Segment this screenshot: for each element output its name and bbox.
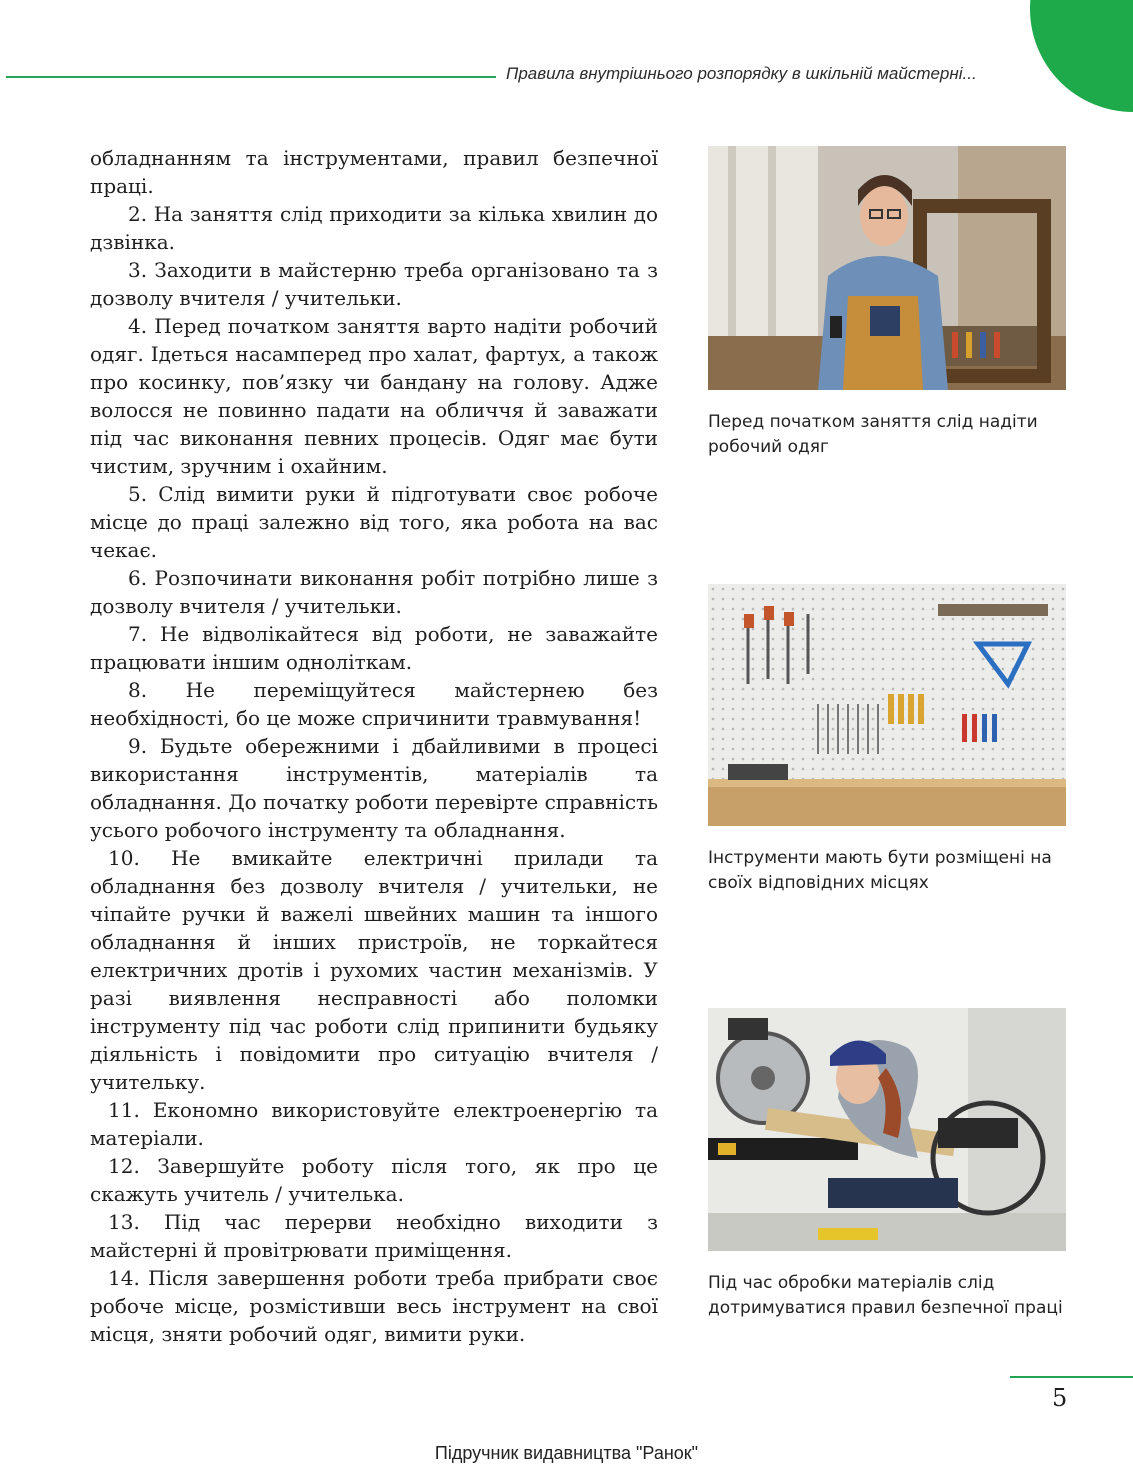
rule-item: 7. Не відволікайтеся від роботи, не заважайте працювати іншим одноліткам. — [90, 622, 658, 674]
rule-item: 3. Заходити в майстерню треба організовано та з дозволу вчителя / учительки. — [90, 258, 658, 310]
rule-continuation: обладнанням та інструментами, правил безпечної праці. — [90, 146, 658, 198]
rule-item: 8. Не переміщуйтеся майстернею без необхідності, бо це може спричинити травмування! — [90, 678, 658, 730]
figure-caption: Перед початком заняття слід надіти робочий одяг — [708, 412, 1038, 457]
tools-photo — [708, 584, 1066, 826]
workwear-photo — [708, 146, 1066, 390]
rules-text — [90, 144, 658, 1348]
figure-caption: Інструменти мають бути розміщені на своїх відповідних місцях — [708, 848, 1052, 893]
running-header: Правила внутрішнього розпорядку в шкільній майстерні... — [506, 64, 977, 83]
rule-item: 6. Розпочинати виконання робіт потрібно лише з дозволу вчителя / учительки. — [90, 566, 658, 618]
header-rule — [6, 76, 496, 78]
corner-decoration — [1030, 0, 1133, 112]
figure-caption: Під час обробки матеріалів слід дотримуватися правил безпечної праці — [708, 1273, 1063, 1318]
rule-item: 13. Під час перерви необхідно виходити з майстерні й провітрювати приміщення. — [90, 1210, 658, 1262]
figure-safety — [708, 1008, 1066, 1321]
rule-item: 5. Слід вимити руки й підготувати своє робоче місце до праці залежно від того, яка робота на вас чекає. — [90, 482, 658, 562]
footer-rule — [1010, 1376, 1133, 1378]
rule-item: 14. Після завершення роботи треба прибрати своє робоче місце, розмістивши весь інструмент на свої місця, зняти робочий одяг, вимити руки. — [90, 1266, 658, 1346]
page-number: 5 — [1052, 1384, 1068, 1412]
rule-item: 11. Економно використовуйте електроенергію та матеріали. — [90, 1098, 658, 1150]
figure-workwear — [708, 146, 1066, 460]
rule-item: 10. Не вмикайте електричні прилади та обладнання без дозволу вчителя / учительки, не чіпайте ручки й важелі швейних машин та іншого обладнання й інших пристроїв, не торкайтеся електричних дротів і рухомих частин механізмів. У разі виявлення несправності або поломки інструменту під час роботи слід припинити будьяку діяльність і повідомити про ситуацію вчителя / учительку. — [90, 846, 658, 1094]
rule-item: 9. Будьте обережними і дбайливими в процесі використання інструментів, матеріалів та обладнання. До початку роботи перевірте справність усього робочого інструменту та обладнання. — [90, 734, 658, 842]
rule-item: 4. Перед початком заняття варто надіти робочий одяг. Ідеться насамперед про халат, фартух, а також про косинку, пов’язку чи бандану на голову. Адже волосся не повинно падати на обличчя й заважати під час виконання певних процесів. Одяг має бути чистим, зручним і охайним. — [90, 314, 658, 478]
figure-tools — [708, 584, 1066, 896]
rule-item: 2. На заняття слід приходити за кілька хвилин до дзвінка. — [90, 202, 658, 254]
rule-item: 12. Завершуйте роботу після того, як про це скажуть учитель / учителька. — [90, 1154, 658, 1206]
safety-photo — [708, 1008, 1066, 1251]
publisher-credit: Підручник видавництва "Ранок" — [434, 1443, 699, 1463]
